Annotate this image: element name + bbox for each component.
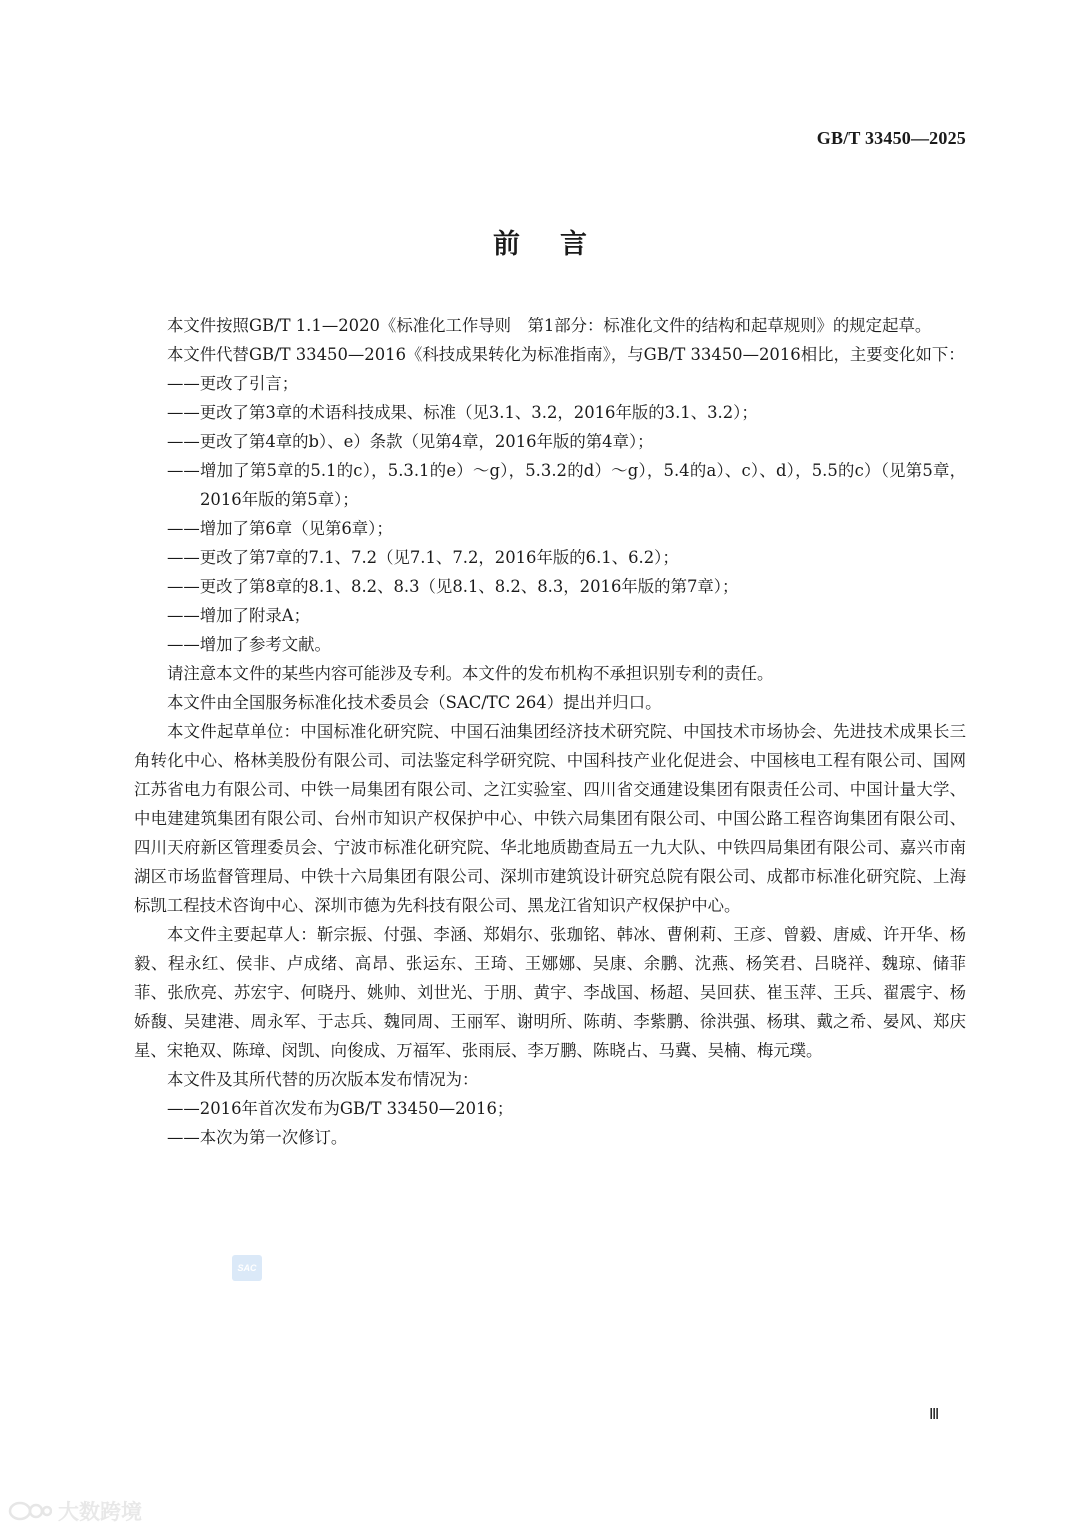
watermark-chat-icon: [8, 1500, 52, 1522]
dash-mark: ——: [167, 1128, 200, 1147]
list-item: [134, 398, 966, 427]
watermark: [8, 1496, 142, 1526]
paragraph-drafting-units: 本文件起草单位：中国标准化研究院、中国石油集团经济技术研究院、中国技术市场协会、先进技术成果长三角转化中心、格林美股份有限公司、司法鉴定科学研究院、中国科技产业化促进会、中国核电工程有限公司、国网江苏省电力有限公司、中铁一局集团有限公司、之江实验室、四川省交通建设集团有限责任公司、中国计量大学、中电建建筑集团有限公司、台州市知识产权保护中心、中铁六局集团有限公司、中国公路工程咨询集团有限公司、四川天府新区管理委员会、宁波市标准化研究院、华北地质勘查局五一九大队、中铁四局集团有限公司、嘉兴市南湖区市场监督管理局、中铁十六局集团有限公司、深圳市建筑设计研究总院有限公司、成都市标准化研究院、上海标凯工程技术咨询中心、深圳市德为先科技有限公司、黑龙江省知识产权保护中心。: [134, 722, 966, 915]
change-text: 更改了第8章的8.1、8.2、8.3（见8.1、8.2、8.3，2016年版的第7章）；: [199, 577, 739, 596]
change-text: 增加了第5章的5.1的c），5.3.1的e）～g），5.3.2的d）～g），5.4的a）、c）、d），5.5的c）（见第5章，2016年版的第5章）；: [199, 461, 966, 509]
paragraph-replaces: 本文件代替GB/T 33450—2016《科技成果转化为标准指南》，与GB/T 33450—2016相比，主要变化如下：: [167, 345, 965, 364]
sac-logo-text: SAC: [237, 1263, 257, 1273]
dash-mark: ——: [167, 548, 200, 567]
paragraph-drafting-rules: 本文件按照GB/T 1.1—2020《标准化工作导则 第1部分：标准化文件的结构和起草规则》的规定起草。: [167, 316, 932, 335]
paragraph-drafters: 本文件主要起草人：靳宗振、付强、李涵、郑娟尔、张珈铭、韩冰、曹俐莉、王彦、曾毅、唐威、许开华、杨毅、程永红、侯非、卢成绪、高昂、张运东、王琦、王娜娜、吴康、余鹏、沈燕、杨笑君、吕晓祥、魏琼、储菲菲、张欣亮、苏宏宇、何晓丹、姚帅、刘世光、于朋、黄宇、李战国、杨超、吴回获、崔玉萍、王兵、翟震宇、杨娇馥、吴建港、周永军、于志兵、魏同周、王丽军、谢明所、陈萌、李紫鹏、徐洪强、杨琪、戴之希、晏风、郑庆星、宋艳双、陈璋、闵凯、向俊成、万福军、张雨辰、李万鹏、陈晓占、马冀、吴楠、梅元璞。: [134, 925, 966, 1060]
standard-code: GB/T 33450—2025: [816, 128, 966, 148]
list-item: [134, 601, 966, 630]
change-text: 更改了第4章的b）、e）条款（见第4章，2016年版的第4章）；: [199, 432, 654, 451]
page-number: Ⅲ: [929, 1407, 940, 1423]
change-text: 更改了第3章的术语科技成果、标准（见3.1、3.2，2016年版的3.1、3.2）；: [199, 403, 758, 422]
list-item: [134, 1094, 966, 1123]
list-item: [134, 630, 966, 659]
change-text: 增加了参考文献。: [199, 635, 331, 654]
list-item: [134, 456, 966, 514]
dash-mark: ——: [167, 606, 200, 625]
paragraph-proposer: 本文件由全国服务标准化技术委员会（SAC/TC 264）提出并归口。: [167, 693, 662, 712]
history-text: 本次为第一次修订。: [199, 1128, 348, 1147]
dash-mark: ——: [167, 519, 200, 538]
dash-mark: ——: [167, 1099, 200, 1118]
list-item: [134, 514, 966, 543]
history-text: 2016年首次发布为GB/T 33450—2016；: [199, 1099, 514, 1118]
list-item: [134, 369, 966, 398]
dash-mark: ——: [167, 374, 200, 393]
page-title: 前言: [493, 229, 627, 260]
change-text: 更改了引言；: [199, 374, 299, 393]
sac-logo: [232, 1255, 262, 1281]
change-text: 更改了第7章的7.1、7.2（见7.1、7.2，2016年版的6.1、6.2）；: [199, 548, 679, 567]
watermark-text: 大数跨境: [58, 1500, 142, 1524]
foreword-body: [134, 311, 966, 1152]
dash-mark: ——: [167, 635, 200, 654]
dash-mark: ——: [167, 461, 200, 480]
list-item: [134, 1123, 966, 1152]
paragraph-history-intro: 本文件及其所代替的历次版本发布情况为：: [167, 1070, 479, 1089]
list-item: [134, 572, 966, 601]
list-item: [134, 543, 966, 572]
change-text: 增加了附录A；: [199, 606, 310, 625]
list-item: [134, 427, 966, 456]
dash-mark: ——: [167, 432, 200, 451]
paragraph-patent-notice: 请注意本文件的某些内容可能涉及专利。本文件的发布机构不承担识别专利的责任。: [167, 664, 774, 683]
dash-mark: ——: [167, 403, 200, 422]
change-text: 增加了第6章（见第6章）；: [199, 519, 393, 538]
dash-mark: ——: [167, 577, 200, 596]
